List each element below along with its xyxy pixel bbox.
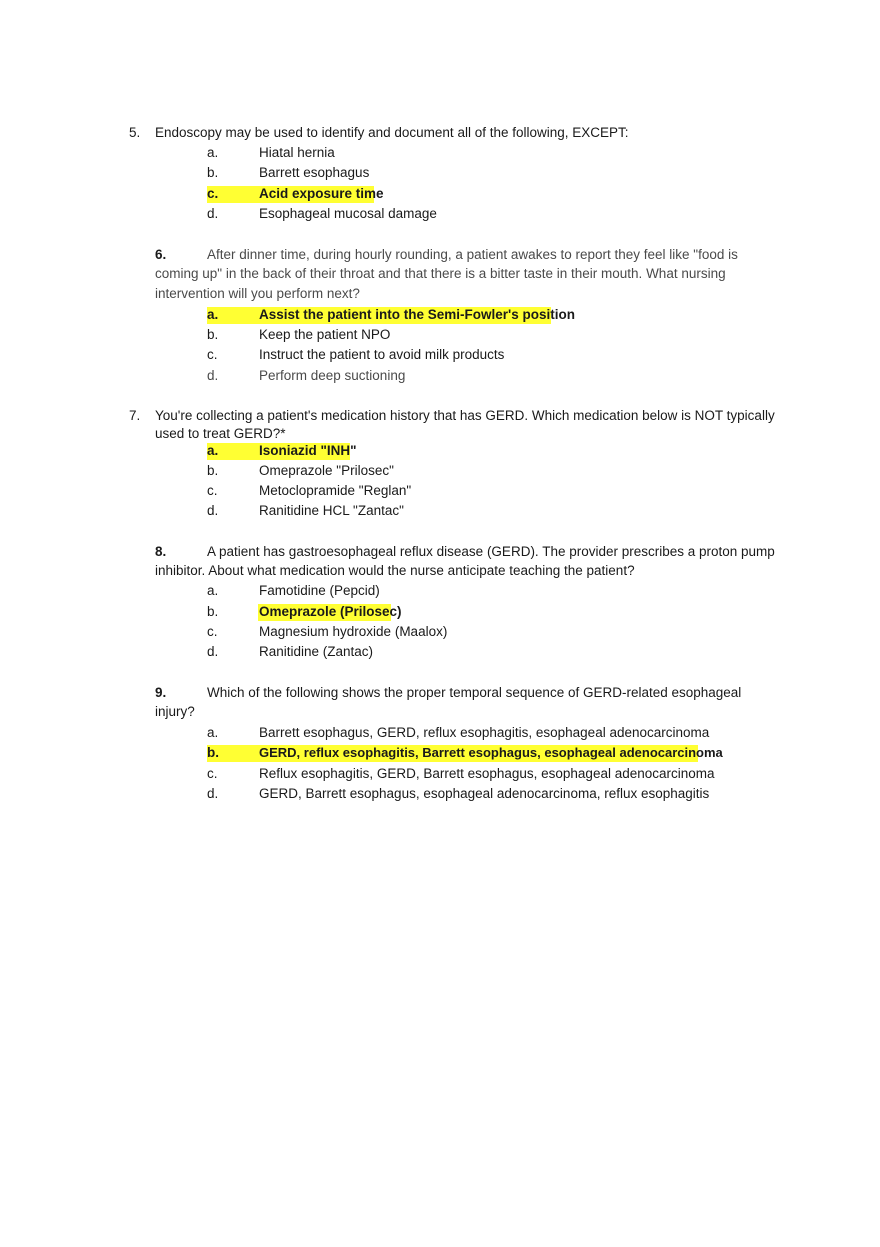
answer-option [0, 163, 880, 183]
question-stem-line: After dinner time, during hourly rounding, a patient awakes to report they feel like "food is [207, 247, 738, 262]
answer-option-highlighted [0, 184, 880, 204]
option-letter: a. [207, 725, 219, 740]
question-number: 7. [129, 408, 141, 423]
option-text: Reflux esophagitis, GERD, Barrett esophagus, esophageal adenocarcinoma [259, 766, 715, 781]
option-letter: d. [207, 644, 219, 659]
option-text: Assist the patient into the Semi-Fowler's position [259, 307, 575, 322]
option-text: Perform deep suctioning [259, 368, 406, 383]
answer-option [0, 481, 880, 501]
question-stem-line: Which of the following shows the proper temporal sequence of GERD-related esophageal [207, 685, 742, 700]
answer-option [0, 784, 880, 804]
option-text: Hiatal hernia [259, 145, 335, 160]
question-stem-line: inhibitor. About what medication would the nurse anticipate teaching the patient? [155, 563, 635, 578]
option-text: Instruct the patient to avoid milk products [259, 347, 505, 362]
question-stem-line: You're collecting a patient's medication history that has GERD. Which medication below is NOT typically [155, 408, 775, 423]
answer-option [0, 345, 880, 365]
option-letter: c. [207, 766, 218, 781]
option-text: Ranitidine HCL "Zantac" [259, 503, 404, 518]
option-text: Barrett esophagus [259, 165, 370, 180]
answer-option [0, 764, 880, 784]
option-text: GERD, reflux esophagitis, Barrett esophagus, esophageal adenocarcinoma [259, 745, 723, 760]
option-text: Omeprazole (Prilosec) [259, 604, 402, 619]
answer-option [0, 204, 880, 224]
option-letter: b. [207, 745, 219, 760]
option-text: Ranitidine (Zantac) [259, 644, 374, 659]
option-text: Magnesium hydroxide (Maalox) [259, 624, 448, 639]
option-text: Omeprazole "Prilosec" [259, 463, 394, 478]
option-letter: d. [207, 368, 219, 383]
option-letter: a. [207, 307, 219, 322]
option-letter: d. [207, 206, 219, 221]
answer-option [0, 581, 880, 601]
option-text: Metoclopramide "Reglan" [259, 483, 412, 498]
question-stem-line: used to treat GERD?* [155, 426, 286, 441]
question-number: 9. [155, 685, 167, 700]
option-text: Barrett esophagus, GERD, reflux esophagitis, esophageal adenocarcinoma [259, 725, 710, 740]
answer-option [0, 642, 880, 662]
question-stem-line: Endoscopy may be used to identify and document all of the following, EXCEPT: [155, 125, 629, 140]
question-number: 8. [155, 544, 167, 559]
option-text: Keep the patient NPO [259, 327, 391, 342]
option-text: GERD, Barrett esophagus, esophageal adenocarcinoma, reflux esophagitis [259, 786, 710, 801]
option-letter: d. [207, 503, 219, 518]
option-letter: a. [207, 443, 219, 458]
question-number: 6. [155, 247, 167, 262]
answer-option [0, 622, 880, 642]
option-letter: c. [207, 186, 219, 201]
answer-option [0, 501, 880, 521]
answer-option [0, 325, 880, 345]
answer-option-highlighted [0, 305, 880, 325]
question-stem-line: A patient has gastroesophageal reflux disease (GERD). The provider prescribes a proton pump [207, 544, 775, 559]
option-text: Acid exposure time [259, 186, 384, 201]
option-letter: b. [207, 604, 219, 619]
question-stem-line: intervention will you perform next? [155, 286, 360, 301]
option-letter: a. [207, 145, 219, 160]
answer-option-highlighted [0, 441, 880, 461]
answer-option [0, 723, 880, 743]
answer-option [0, 366, 880, 386]
answer-option-highlighted [0, 743, 880, 763]
option-text: Isoniazid "INH" [259, 443, 357, 458]
option-letter: a. [207, 583, 219, 598]
option-letter: c. [207, 624, 218, 639]
option-letter: b. [207, 165, 219, 180]
answer-option [0, 143, 880, 163]
option-letter: b. [207, 327, 219, 342]
question-stem-line: injury? [155, 704, 195, 719]
option-text: Famotidine (Pepcid) [259, 583, 380, 598]
option-letter: c. [207, 347, 218, 362]
option-letter: b. [207, 463, 219, 478]
answer-option [0, 461, 880, 481]
option-text: Esophageal mucosal damage [259, 206, 437, 221]
option-letter: c. [207, 483, 218, 498]
option-letter: d. [207, 786, 219, 801]
question-number: 5. [129, 125, 141, 140]
answer-option-highlighted [0, 602, 880, 622]
question-stem-line: coming up" in the back of their throat and that there is a bitter taste in their mouth. What nursing [155, 266, 726, 281]
